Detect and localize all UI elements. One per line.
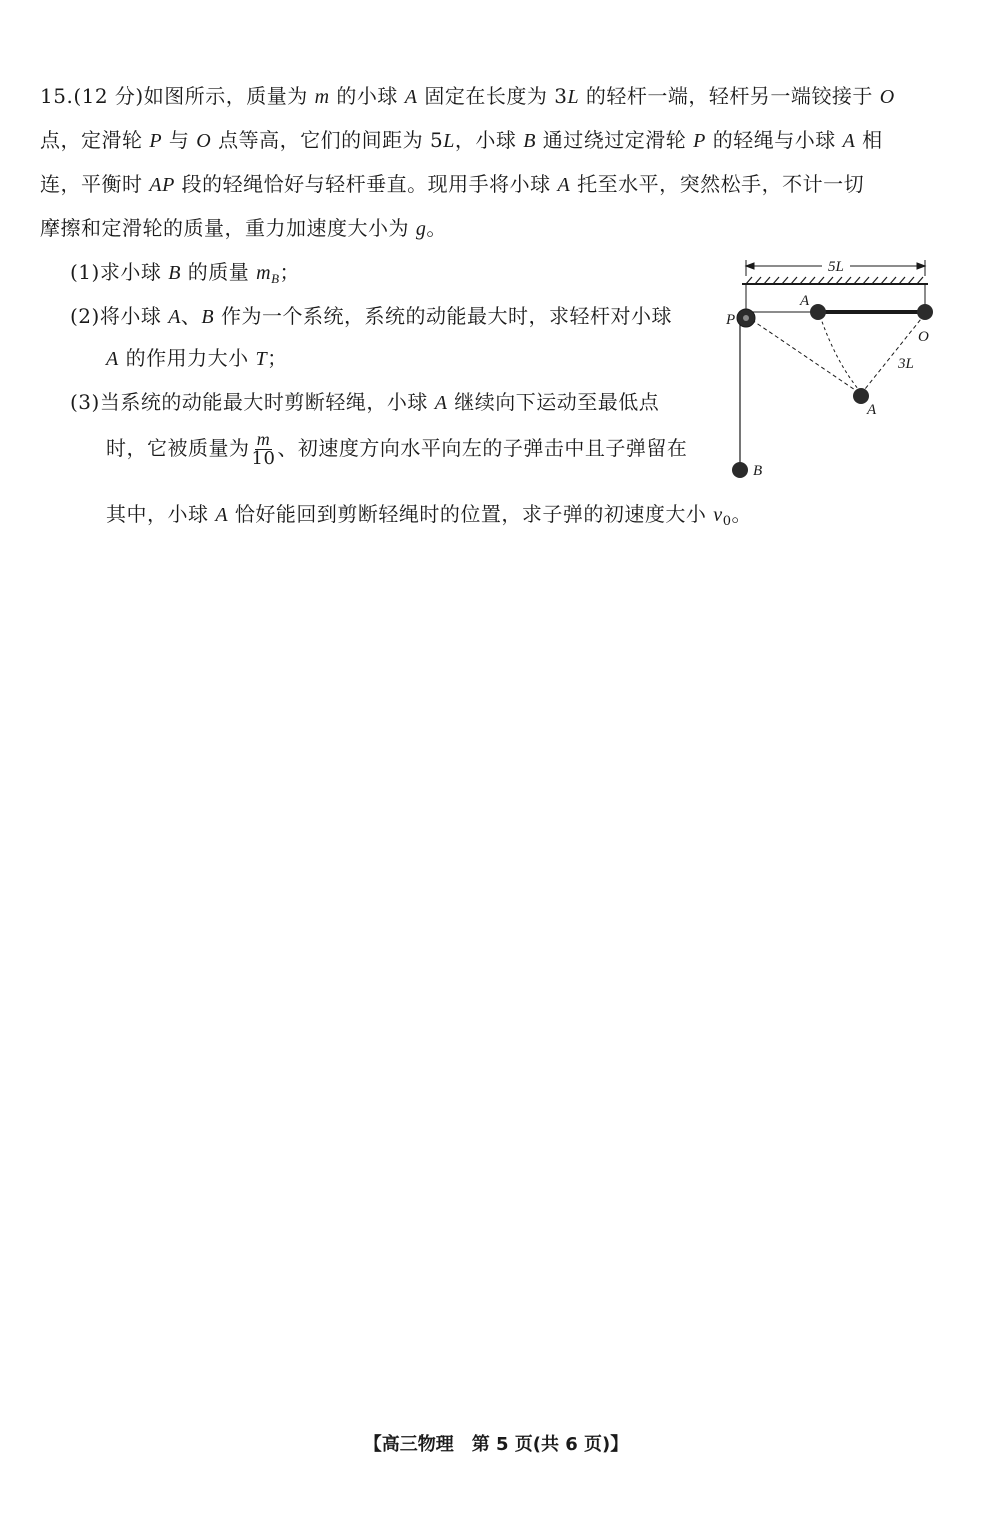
question-3-line-1: (3)当系统的动能最大时剪断轻绳，小球 A 继续向下运动至最低点 [70, 390, 660, 414]
question-3-line-2: 时，它被质量为 $\frac{m}{10}$ 、初速度方向水平向左的子弹击中且子弹留在 [106, 429, 688, 469]
label-A-lower: A [867, 402, 877, 418]
question-1: (1)求小球 B 的质量 $m_B$； [70, 260, 301, 286]
label-P: P [726, 312, 736, 328]
question-2-line-2: A 的作用力大小 T； [106, 346, 288, 370]
label-A-top: A [800, 293, 810, 309]
problem-line-1: 15.(12 分)如图所示，质量为 m 的小球 A 固定在长度为 3L 的轻杆一端，轻杆另一端铰接于 O [40, 84, 895, 108]
question-2-line-1: (2)将小球 A、B 作为一个系统，系统的动能最大时，求轻杆对小球 [70, 304, 672, 328]
ball-B [732, 462, 748, 478]
question-3-line-3: 其中，小球 A 恰好能回到剪断轻绳时的位置，求子弹的初速度大小 $v_0$。 [106, 502, 752, 529]
label-5L: 5L [828, 259, 844, 275]
figure-svg [722, 252, 952, 482]
label-O: O [918, 329, 929, 345]
problem-line-4: 摩擦和定滑轮的质量，重力加速度大小为 g。 [40, 216, 447, 240]
fraction-m-over-10: $\frac{m}{10}$ [251, 429, 276, 469]
label-B: B [753, 463, 763, 479]
mechanics-figure [722, 252, 952, 482]
pivot-O [917, 304, 933, 320]
pulley-axle [743, 315, 749, 321]
problem-line-3: 连，平衡时 AP 段的轻绳恰好与轻杆垂直。现用手将小球 A 托至水平，突然松手，不计一切 [40, 172, 865, 196]
dashed-rope-PA [746, 316, 861, 394]
ball-A-horizontal [810, 304, 826, 320]
problem-points: (12 分) [73, 84, 144, 108]
ceiling-hatch [746, 277, 923, 284]
page-footer: 【高三物理 第 5 页(共 6 页)】 [363, 1434, 629, 1455]
dashed-rod-AO [861, 314, 925, 394]
label-3L: 3L [898, 356, 914, 372]
problem-line-2: 点，定滑轮 P 与 O 点等高，它们的间距为 5L，小球 B 通过绕过定滑轮 P 的轻绳与小球 A 相 [40, 128, 883, 152]
problem-number: 15. [40, 84, 74, 108]
